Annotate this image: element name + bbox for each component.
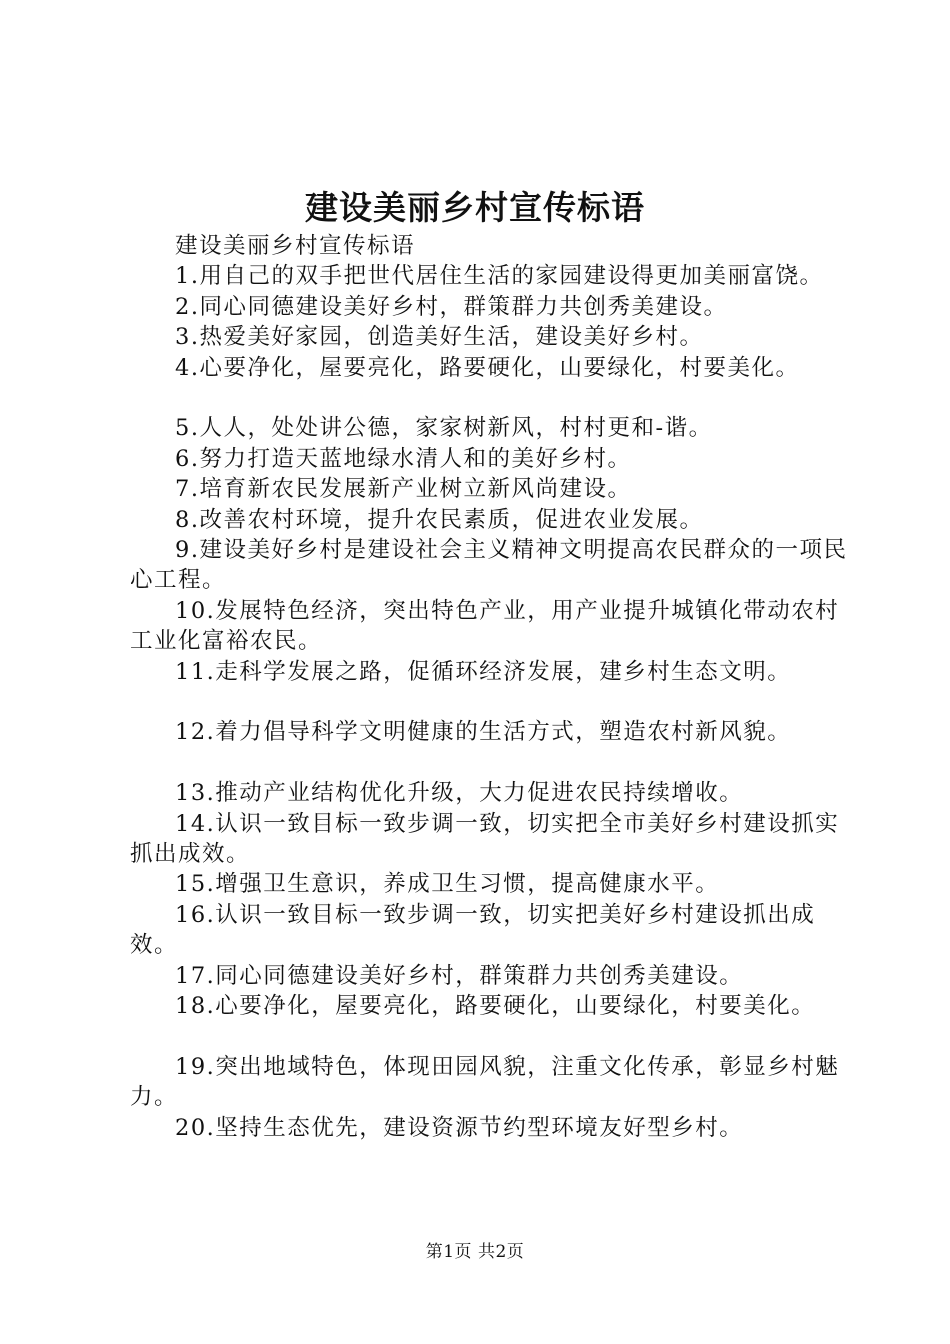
slogan-item-20: 20.坚持生态优先，建设资源节约型环境友好型乡村。 [175,1114,744,1141]
slogan-item-7: 7.培育新农民发展新产业树立新风尚建设。 [175,476,632,503]
slogan-item-4: 4.心要净化，屋要亮化，路要硬化，山要绿化，村要美化。 [175,354,800,381]
slogan-item-14: 14.认识一致目标一致步调一致，切实把全市美好乡村建设抓实抓出成效。 [130,810,840,868]
slogan-item-1: 1.用自己的双手把世代居住生活的家园建设得更加美丽富饶。 [175,263,824,290]
slogan-item-11: 11.走科学发展之路，促循环经济发展，建乡村生态文明。 [175,658,792,685]
slogan-item-12: 12.着力倡导科学文明健康的生活方式，塑造农村新风貌。 [175,719,792,746]
document-body [130,231,850,1143]
slogan-item-5: 5.人人，处处讲公德，家家树新风，村村更和-谐。 [175,415,713,442]
slogan-item-19: 19.突出地域特色，体现田园风貌，注重文化传承，彰显乡村魅力。 [130,1053,840,1111]
slogan-item-16: 16.认识一致目标一致步调一致，切实把美好乡村建设抓出成效。 [130,901,816,959]
slogan-item-9: 9.建设美好乡村是建设社会主义精神文明提高农民群众的一项民心工程。 [130,537,848,594]
intro-line: 建设美丽乡村宣传标语 [175,233,416,259]
page-number-footer: 第1页 共2页 [425,1242,525,1262]
slogan-item-2: 2.同心同德建设美好乡村，群策群力共创秀美建设。 [175,293,728,320]
slogan-item-13: 13.推动产业结构优化升级，大力促进农民持续增收。 [175,780,744,807]
slogan-item-3: 3.热爱美好家园，创造美好生活，建设美好乡村。 [175,324,704,351]
document-title: 建设美丽乡村宣传标语 [305,188,645,227]
slogan-item-10: 10.发展特色经济，突出特色产业，用产业提升城镇化带动农村工业化富裕农民。 [130,597,840,655]
slogan-item-6: 6.努力打造天蓝地绿水清人和的美好乡村。 [175,445,632,472]
slogan-item-17: 17.同心同德建设美好乡村，群策群力共创秀美建设。 [175,962,744,989]
slogan-item-8: 8.改善农村环境，提升农民素质，促进农业发展。 [175,506,704,533]
slogan-item-15: 15.增强卫生意识，养成卫生习惯，提高健康水平。 [175,871,720,898]
slogan-item-18: 18.心要净化，屋要亮化，路要硬化，山要绿化，村要美化。 [175,993,816,1020]
